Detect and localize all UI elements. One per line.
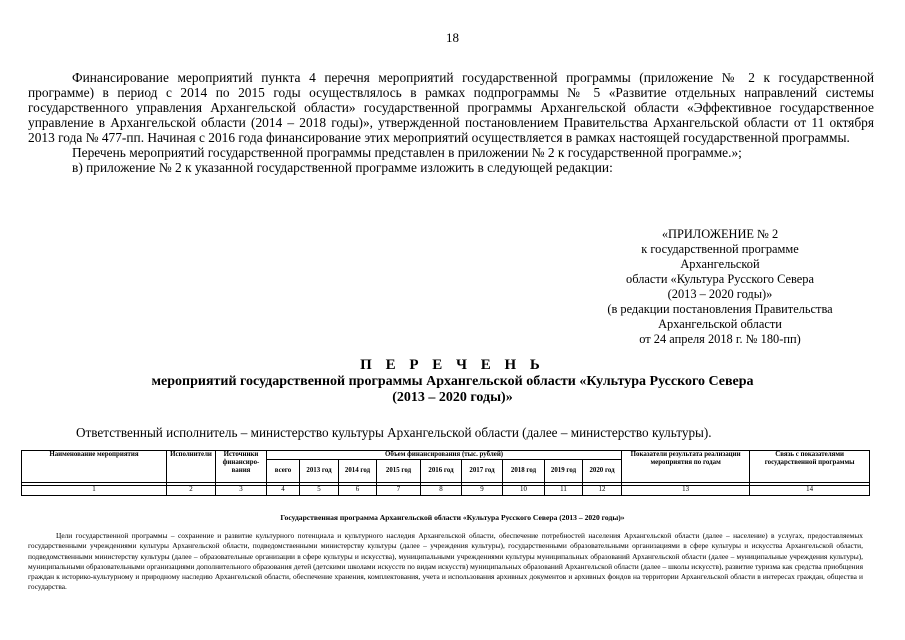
- header-year: 2019 год: [545, 460, 583, 483]
- column-number: 11: [545, 486, 583, 496]
- appendix-line: Архангельской: [680, 257, 760, 271]
- header-year: 2018 год: [503, 460, 545, 483]
- header-sources: Источники финансиро-вания: [216, 451, 267, 483]
- header-indicators: Показатели результата реализации мероприятия по годам: [622, 451, 750, 483]
- paragraph-list-reference: Перечень мероприятий государственной программы представлен в приложении № 2 к государственной программе.»;: [72, 145, 742, 160]
- header-name: Наименование мероприятия: [22, 451, 167, 483]
- program-goals: Цели государственной программы – сохранение и развитие культурного потенциала и культурного наследия Архангельской области, обеспечение потребностей населения Архангельской области (далее – население) в услугах, предоставляемых государственными учреждениями культуры Архангельской области, подведомственными министерству культуры (далее – учреждения культуры), государственными образовательными организациями в сфере культуры и искусства Архангельской области, подведомственными министерству культуры (далее – образовательные организации в сфере культуры и искусства), муниципальными учреждениями культуры муниципальных образований Архангельской области (далее – муниципальные учреждения культуры), муниципальными образовательными организациями дополнительного образования детей (детскими школами искусств по видам искусств) муниципальных образований Архангельской области (далее – школы искусств), развитие туризма как средства приобщения граждан к историко-культурному и природному наследию Архангельской области, обеспечение хранения, комплектования, учета и использования архивных документов и архивных фондов на территории Архангельской области в интересах граждан, общества и государства.: [28, 531, 863, 592]
- appendix-line: (в редакции постановления Правительства: [607, 302, 833, 316]
- appendix-line: области «Культура Русского Севера: [626, 272, 814, 286]
- appendix-header: [580, 227, 860, 347]
- column-number: 3: [216, 486, 267, 496]
- appendix-line: к государственной программе: [641, 242, 799, 256]
- appendix-line: «ПРИЛОЖЕНИЕ № 2: [661, 227, 779, 241]
- program-title: Государственная программа Архангельской области «Культура Русского Севера (2013 – 2020 годы)»: [280, 513, 625, 522]
- header-year: 2015 год: [377, 460, 421, 483]
- header-total: всего: [267, 460, 300, 483]
- paragraph-amendment: в) приложение № 2 к указанной государственной программе изложить в следующей редакции:: [72, 160, 613, 175]
- column-number: 2: [167, 486, 216, 496]
- appendix-line: (2013 – 2020 годы)»: [667, 287, 773, 301]
- header-year: 2020 год: [583, 460, 622, 483]
- header-link: Связь с показателями государственной программы: [750, 451, 870, 483]
- document-title: [0, 356, 905, 406]
- financing-table: [21, 450, 870, 496]
- column-number: 12: [583, 486, 622, 496]
- appendix-line: от 24 апреля 2018 г. № 180-пп): [639, 332, 801, 346]
- page-number: 18: [446, 30, 459, 45]
- column-number: 13: [622, 486, 750, 496]
- title-subtitle-line1: мероприятий государственной программы Архангельской области «Культура Русского Севера: [151, 374, 754, 389]
- header-year: 2016 год: [421, 460, 462, 483]
- column-number: 1: [22, 486, 167, 496]
- body-text: [28, 70, 874, 175]
- column-number-row: [22, 486, 870, 496]
- header-executors: Исполнители: [167, 451, 216, 483]
- column-number: 4: [267, 486, 300, 496]
- title-heading: П Е Р Е Ч Е Н Ь: [360, 357, 545, 373]
- header-funding: Объем финансирования (тыс. рублей): [267, 451, 622, 460]
- header-year: 2017 год: [462, 460, 503, 483]
- column-number: 6: [339, 486, 377, 496]
- paragraph-financing: Финансирование мероприятий пункта 4 перечня мероприятий государственной программы (приложение № 2 к государственной программе) в период с 2014 по 2015 годы осуществлялось в рамках подпрограммы № 5 «Развитие отдельных направлений системы государственного управления Архангельской области» государственной программы Архангельской области «Эффективное государственное управление в Архангельской области (2014 – 2018 годы)», утвержденной постановлением Правительства Архангельской области от 11 октября 2013 года № 477-пп. Начиная с 2016 года финансирование этих мероприятий осуществляется в рамках настоящей государственной программы.: [28, 70, 874, 145]
- column-number: 10: [503, 486, 545, 496]
- column-number: 7: [377, 486, 421, 496]
- column-number: 14: [750, 486, 870, 496]
- appendix-line: Архангельской области: [658, 317, 782, 331]
- title-subtitle-line2: (2013 – 2020 годы)»: [392, 390, 513, 405]
- header-year: 2013 год: [300, 460, 339, 483]
- column-number: 8: [421, 486, 462, 496]
- responsible-executor: Ответственный исполнитель – министерство культуры Архангельской области (далее – министерство культуры).: [76, 425, 712, 440]
- column-number: 9: [462, 486, 503, 496]
- header-year: 2014 год: [339, 460, 377, 483]
- column-number: 5: [300, 486, 339, 496]
